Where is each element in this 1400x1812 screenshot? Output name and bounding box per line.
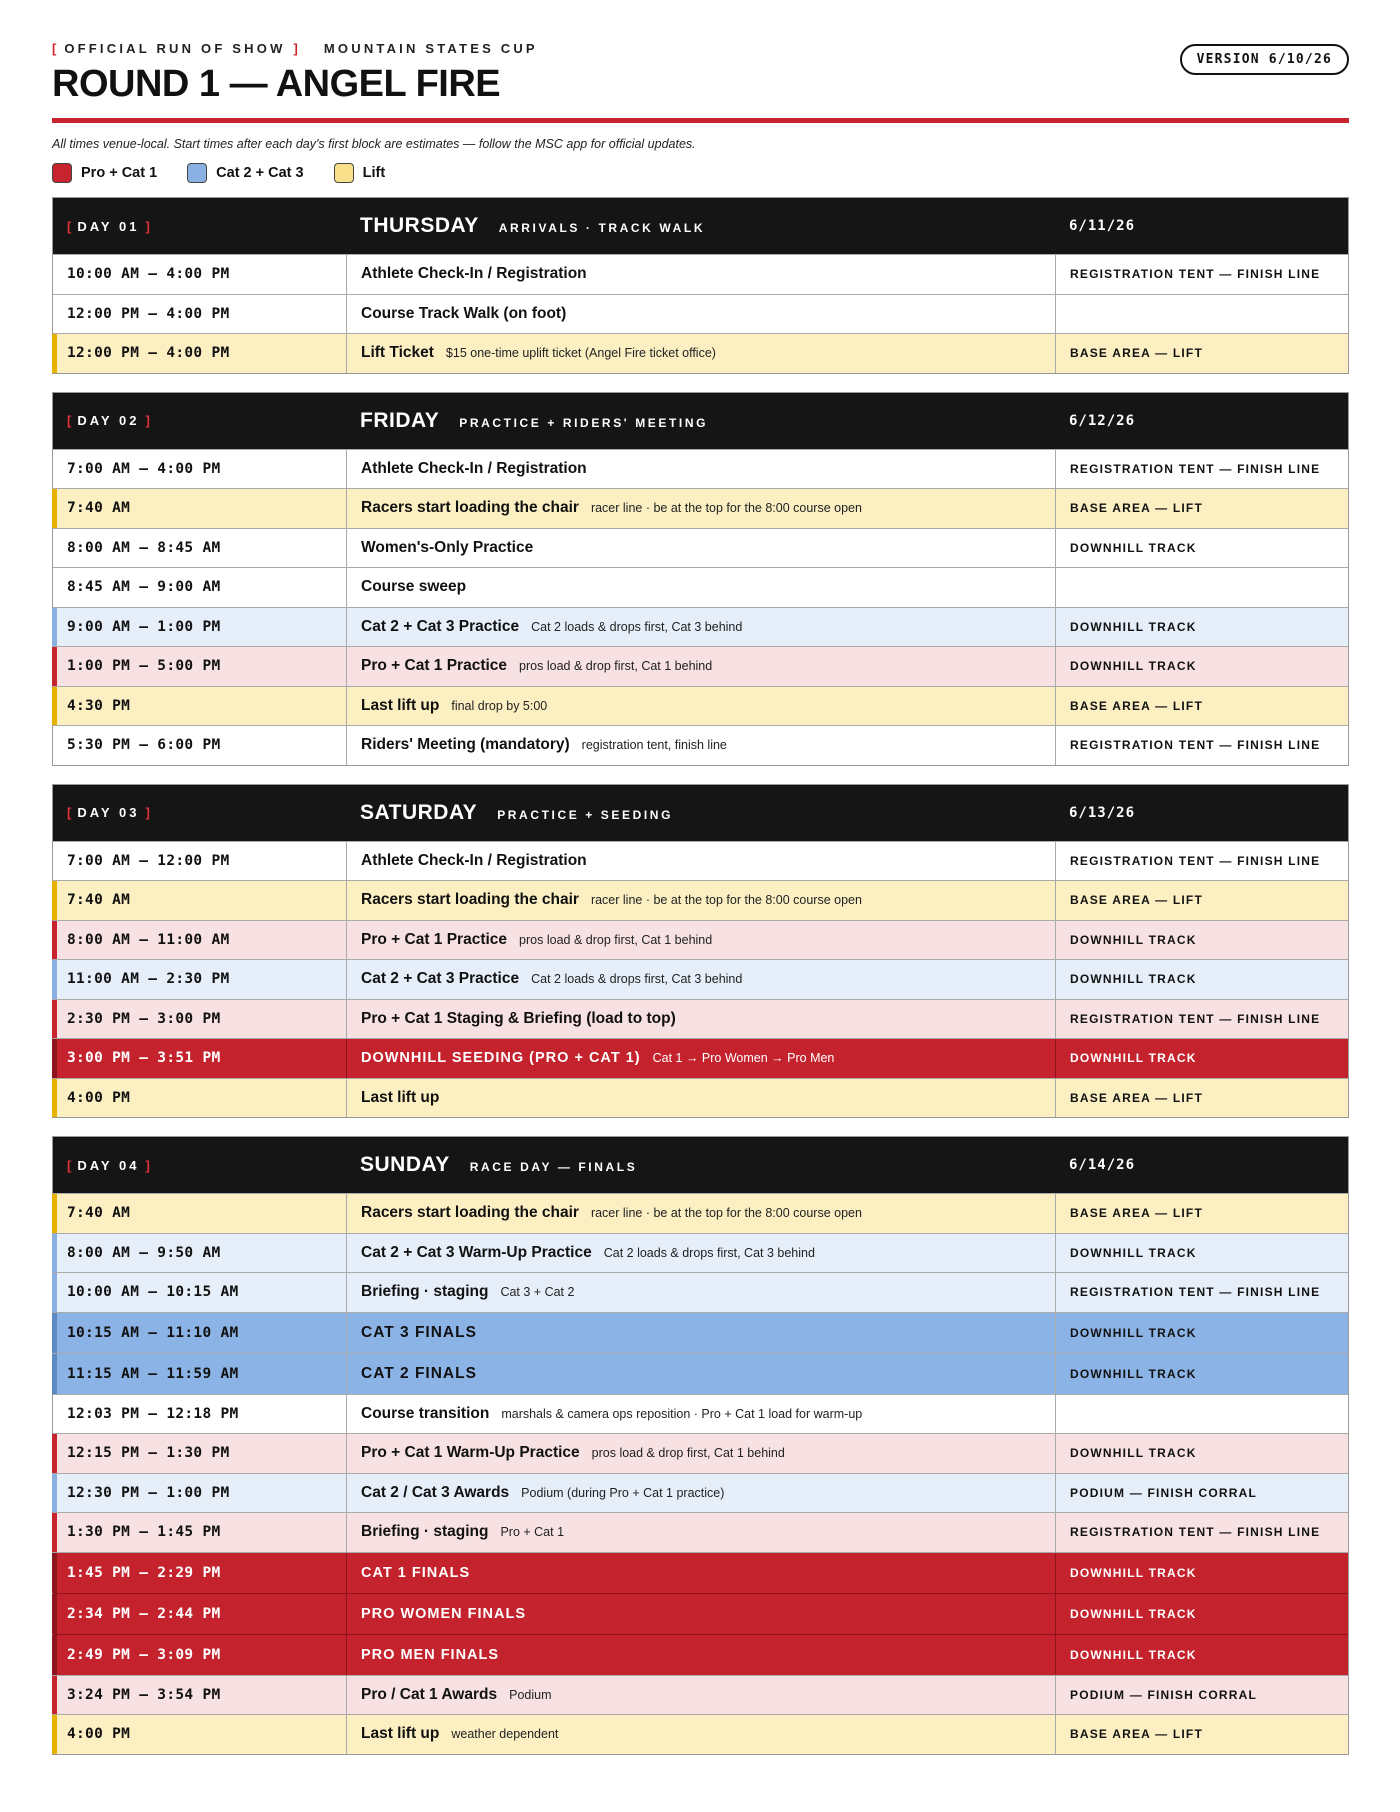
schedule-row bbox=[53, 1512, 1348, 1552]
event-detail: Cat 2 loads & drops first, Cat 3 behind bbox=[603, 1245, 815, 1260]
row-time: 4:00 PM bbox=[67, 1089, 131, 1106]
row-time: 12:30 PM – 1:00 PM bbox=[67, 1484, 230, 1501]
row-event bbox=[346, 450, 1055, 489]
row-location: DOWNHILL TRACK bbox=[1055, 608, 1348, 647]
row-location: DOWNHILL TRACK bbox=[1055, 1434, 1348, 1473]
version-badge: VERSION 6/10/26 bbox=[1180, 44, 1349, 75]
event-detail: pros load & drop first, Cat 1 behind bbox=[519, 932, 713, 947]
row-location: PODIUM — FINISH CORRAL bbox=[1055, 1474, 1348, 1513]
schedule-row bbox=[53, 880, 1348, 920]
event-name: DOWNHILL SEEDING (PRO + CAT 1) bbox=[361, 1050, 641, 1067]
row-time: 12:00 PM – 4:00 PM bbox=[67, 345, 230, 362]
event-name: CAT 3 FINALS bbox=[361, 1323, 477, 1341]
row-event bbox=[346, 529, 1055, 568]
day-number: DAY 04 bbox=[77, 1157, 140, 1173]
row-event bbox=[346, 1000, 1055, 1039]
bracket-icon: ] bbox=[145, 1157, 150, 1173]
bracket-icon: [ bbox=[67, 805, 72, 820]
schedule-row bbox=[53, 1078, 1348, 1118]
day-block bbox=[52, 784, 1349, 1119]
bracket-icon: [ bbox=[52, 40, 57, 56]
legend-item bbox=[334, 163, 386, 183]
event-name: Racers start loading the chair bbox=[361, 1204, 579, 1222]
run-of-show-page bbox=[52, 40, 1349, 1755]
event-detail: final drop by 5:00 bbox=[451, 698, 548, 713]
row-time: 3:00 PM – 3:51 PM bbox=[67, 1050, 221, 1067]
legend-item bbox=[52, 163, 157, 183]
row-location: REGISTRATION TENT — FINISH LINE bbox=[1055, 726, 1348, 765]
day-title bbox=[346, 801, 1055, 825]
row-location: BASE AREA — LIFT bbox=[1055, 1079, 1348, 1118]
schedule-row bbox=[53, 449, 1348, 489]
row-time: 12:15 PM – 1:30 PM bbox=[67, 1445, 230, 1462]
row-location: REGISTRATION TENT — FINISH LINE bbox=[1055, 1273, 1348, 1312]
row-time: 12:00 PM – 4:00 PM bbox=[67, 305, 230, 322]
schedule-row bbox=[53, 646, 1348, 686]
event-name: PRO MEN FINALS bbox=[361, 1646, 500, 1663]
schedule-row bbox=[53, 686, 1348, 726]
schedule-row bbox=[53, 999, 1348, 1039]
day-header bbox=[53, 785, 1348, 841]
header-rule bbox=[52, 118, 1349, 123]
row-time: 7:00 AM – 4:00 PM bbox=[67, 460, 221, 477]
row-event bbox=[346, 1513, 1055, 1552]
row-event bbox=[346, 1354, 1055, 1394]
page-title: ROUND 1 — ANGEL FIRE bbox=[52, 63, 501, 105]
schedule-row bbox=[53, 1593, 1348, 1634]
day-label bbox=[53, 1158, 346, 1173]
day-block bbox=[52, 1136, 1349, 1755]
event-name: CAT 1 FINALS bbox=[361, 1564, 471, 1581]
event-detail: pros load & drop first, Cat 1 behind bbox=[591, 1446, 785, 1461]
event-detail: Cat 2 loads & drops first, Cat 3 behind bbox=[531, 972, 743, 987]
schedule-row bbox=[53, 1193, 1348, 1233]
day-block bbox=[52, 392, 1349, 766]
event-name: Riders' Meeting (mandatory) bbox=[361, 736, 570, 754]
legend-label: Pro + Cat 1 bbox=[81, 165, 158, 181]
day-header bbox=[53, 393, 1348, 449]
row-location: DOWNHILL TRACK bbox=[1055, 921, 1348, 960]
day-date: 6/13/26 bbox=[1069, 804, 1136, 821]
row-event bbox=[346, 295, 1055, 334]
row-time: 2:30 PM – 3:00 PM bbox=[67, 1010, 221, 1027]
day-number: DAY 03 bbox=[77, 805, 140, 820]
row-location: DOWNHILL TRACK bbox=[1055, 1354, 1348, 1394]
row-event bbox=[346, 1273, 1055, 1312]
row-event bbox=[346, 1715, 1055, 1754]
event-detail: registration tent, finish line bbox=[581, 738, 727, 753]
row-location: REGISTRATION TENT — FINISH LINE bbox=[1055, 255, 1348, 294]
row-time: 4:00 PM bbox=[67, 1726, 131, 1743]
row-event bbox=[346, 1194, 1055, 1233]
schedule-row bbox=[53, 607, 1348, 647]
row-location bbox=[1055, 295, 1348, 334]
legend bbox=[52, 163, 1349, 183]
row-location: BASE AREA — LIFT bbox=[1055, 881, 1348, 920]
schedule-row bbox=[53, 488, 1348, 528]
event-name: Pro + Cat 1 Staging & Briefing (load to top) bbox=[361, 1009, 676, 1027]
row-location: DOWNHILL TRACK bbox=[1055, 1635, 1348, 1675]
day-header bbox=[53, 1137, 1348, 1193]
day-of-week: FRIDAY bbox=[360, 408, 440, 432]
event-name: Pro + Cat 1 Practice bbox=[361, 657, 508, 675]
row-time: 2:49 PM – 3:09 PM bbox=[67, 1646, 221, 1663]
event-detail: Cat 3 + Cat 2 bbox=[500, 1285, 575, 1300]
row-location: DOWNHILL TRACK bbox=[1055, 647, 1348, 686]
schedule-row bbox=[53, 1433, 1348, 1473]
row-event bbox=[346, 881, 1055, 920]
event-name: Pro / Cat 1 Awards bbox=[361, 1685, 498, 1703]
schedule-row bbox=[53, 920, 1348, 960]
row-time: 5:30 PM – 6:00 PM bbox=[67, 737, 221, 754]
day-of-week: THURSDAY bbox=[360, 214, 479, 237]
event-name: Racers start loading the chair bbox=[361, 891, 579, 909]
schedule-row bbox=[53, 1038, 1348, 1078]
row-time: 10:15 AM – 11:10 AM bbox=[67, 1324, 239, 1341]
schedule bbox=[52, 197, 1349, 1755]
schedule-row bbox=[53, 254, 1348, 294]
row-time: 7:40 AM bbox=[67, 892, 131, 909]
row-time: 4:30 PM bbox=[67, 697, 131, 714]
bracket-icon: [ bbox=[67, 218, 72, 234]
bracket-icon: ] bbox=[145, 218, 150, 234]
row-time: 9:00 AM – 1:00 PM bbox=[67, 618, 221, 635]
event-name: Course transition bbox=[361, 1404, 490, 1422]
event-detail: Cat 2 loads & drops first, Cat 3 behind bbox=[531, 619, 743, 634]
schedule-row bbox=[53, 294, 1348, 334]
row-time: 8:00 AM – 8:45 AM bbox=[67, 539, 221, 556]
row-location: DOWNHILL TRACK bbox=[1055, 1313, 1348, 1353]
row-event bbox=[346, 1079, 1055, 1118]
bracket-icon: [ bbox=[67, 413, 72, 428]
event-detail: weather dependent bbox=[451, 1727, 559, 1742]
event-name: Cat 2 / Cat 3 Awards bbox=[361, 1483, 510, 1501]
row-location: REGISTRATION TENT — FINISH LINE bbox=[1055, 450, 1348, 489]
event-name: CAT 2 FINALS bbox=[361, 1364, 477, 1382]
row-event bbox=[346, 568, 1055, 607]
timing-note: All times venue-local. Start times after each day's first block are estimates — follow the MSC app for official updates. bbox=[52, 137, 696, 151]
event-detail: Cat 1 → Pro Women → Pro Men bbox=[652, 1051, 835, 1066]
row-time: 1:30 PM – 1:45 PM bbox=[67, 1524, 221, 1541]
schedule-row bbox=[53, 1312, 1348, 1353]
row-location: DOWNHILL TRACK bbox=[1055, 1234, 1348, 1273]
schedule-row bbox=[53, 333, 1348, 373]
event-detail: $15 one-time uplift ticket (Angel Fire ticket office) bbox=[445, 346, 716, 361]
event-name: Cat 2 + Cat 3 Practice bbox=[361, 617, 520, 635]
row-event bbox=[346, 1313, 1055, 1353]
row-event bbox=[346, 1474, 1055, 1513]
row-location: BASE AREA — LIFT bbox=[1055, 489, 1348, 528]
event-detail: racer line · be at the top for the 8:00 course open bbox=[590, 501, 862, 516]
eyebrow-right: MOUNTAIN STATES CUP bbox=[323, 40, 538, 56]
row-location: REGISTRATION TENT — FINISH LINE bbox=[1055, 1000, 1348, 1039]
day-label bbox=[53, 805, 346, 820]
row-time: 7:00 AM – 12:00 PM bbox=[67, 852, 230, 869]
row-event bbox=[346, 1553, 1055, 1593]
day-block bbox=[52, 197, 1349, 374]
event-name: Cat 2 + Cat 3 Warm-Up Practice bbox=[361, 1243, 592, 1261]
schedule-row bbox=[53, 1272, 1348, 1312]
event-name: Last lift up bbox=[361, 696, 440, 714]
event-name: Athlete Check-In / Registration bbox=[361, 265, 587, 283]
row-time: 10:00 AM – 10:15 AM bbox=[67, 1284, 239, 1301]
eyebrow bbox=[52, 40, 1349, 56]
row-event bbox=[346, 647, 1055, 686]
event-detail: Podium (during Pro + Cat 1 practice) bbox=[521, 1485, 725, 1500]
row-location: BASE AREA — LIFT bbox=[1055, 1715, 1348, 1754]
legend-swatch bbox=[187, 163, 207, 183]
row-time: 8:00 AM – 11:00 AM bbox=[67, 931, 230, 948]
row-event bbox=[346, 489, 1055, 528]
schedule-row bbox=[53, 1634, 1348, 1675]
row-event bbox=[346, 1434, 1055, 1473]
schedule-row bbox=[53, 841, 1348, 881]
day-header bbox=[53, 198, 1348, 254]
bracket-icon: ] bbox=[145, 805, 150, 820]
row-location: REGISTRATION TENT — FINISH LINE bbox=[1055, 842, 1348, 881]
event-detail: Podium bbox=[509, 1687, 552, 1702]
event-detail: racer line · be at the top for the 8:00 course open bbox=[590, 1206, 862, 1221]
row-event bbox=[346, 842, 1055, 881]
event-detail: marshals & camera ops reposition · Pro + Cat 1 load for warm-up bbox=[501, 1406, 863, 1421]
row-location bbox=[1055, 568, 1348, 607]
row-location: DOWNHILL TRACK bbox=[1055, 960, 1348, 999]
row-event bbox=[346, 1395, 1055, 1434]
event-name: Last lift up bbox=[361, 1088, 440, 1106]
row-event bbox=[346, 255, 1055, 294]
bracket-icon: ] bbox=[293, 40, 298, 56]
event-name: Briefing · staging bbox=[361, 1523, 489, 1541]
event-name: Athlete Check-In / Registration bbox=[361, 851, 587, 869]
event-detail: racer line · be at the top for the 8:00 course open bbox=[590, 893, 862, 908]
legend-swatch bbox=[52, 163, 72, 183]
row-location bbox=[1055, 1395, 1348, 1434]
event-name: Lift Ticket bbox=[361, 344, 434, 362]
legend-swatch bbox=[334, 163, 354, 183]
legend-label: Cat 2 + Cat 3 bbox=[216, 165, 304, 181]
day-subtitle: PRACTICE + RIDERS' MEETING bbox=[459, 415, 709, 430]
schedule-row bbox=[53, 1552, 1348, 1593]
row-location: DOWNHILL TRACK bbox=[1055, 529, 1348, 568]
row-event bbox=[346, 1594, 1055, 1634]
day-subtitle: RACE DAY — FINALS bbox=[469, 1160, 638, 1174]
row-event bbox=[346, 960, 1055, 999]
row-time: 8:00 AM – 9:50 AM bbox=[67, 1244, 221, 1261]
event-detail: pros load & drop first, Cat 1 behind bbox=[519, 659, 713, 674]
event-name: Women's-Only Practice bbox=[361, 538, 534, 556]
row-event bbox=[346, 921, 1055, 960]
event-detail: Pro + Cat 1 bbox=[500, 1525, 565, 1540]
row-location: DOWNHILL TRACK bbox=[1055, 1039, 1348, 1078]
event-name: Last lift up bbox=[361, 1725, 440, 1743]
row-time: 11:15 AM – 11:59 AM bbox=[67, 1365, 239, 1382]
event-name: Course Track Walk (on foot) bbox=[361, 304, 567, 322]
row-time: 11:00 AM – 2:30 PM bbox=[67, 971, 230, 988]
row-location: BASE AREA — LIFT bbox=[1055, 334, 1348, 373]
row-time: 1:00 PM – 5:00 PM bbox=[67, 658, 221, 675]
row-event bbox=[346, 726, 1055, 765]
day-of-week: SUNDAY bbox=[360, 1153, 450, 1176]
day-title bbox=[346, 1153, 1055, 1177]
row-time: 8:45 AM – 9:00 AM bbox=[67, 579, 221, 596]
row-time: 10:00 AM – 4:00 PM bbox=[67, 266, 230, 283]
event-name: PRO WOMEN FINALS bbox=[361, 1605, 527, 1622]
eyebrow-left: OFFICIAL RUN OF SHOW bbox=[64, 40, 286, 56]
row-time: 3:24 PM – 3:54 PM bbox=[67, 1686, 221, 1703]
row-location: BASE AREA — LIFT bbox=[1055, 687, 1348, 726]
event-name: Athlete Check-In / Registration bbox=[361, 459, 587, 477]
schedule-row bbox=[53, 1353, 1348, 1394]
legend-label: Lift bbox=[362, 165, 386, 181]
day-number: DAY 02 bbox=[77, 413, 140, 428]
event-name: Pro + Cat 1 Warm-Up Practice bbox=[361, 1444, 580, 1462]
row-time: 1:45 PM – 2:29 PM bbox=[67, 1564, 221, 1581]
row-time: 12:03 PM – 12:18 PM bbox=[67, 1405, 239, 1422]
day-date: 6/14/26 bbox=[1069, 1157, 1136, 1173]
schedule-row bbox=[53, 1233, 1348, 1273]
row-location: PODIUM — FINISH CORRAL bbox=[1055, 1676, 1348, 1715]
day-label bbox=[53, 413, 346, 428]
day-title bbox=[346, 214, 1055, 238]
day-of-week: SATURDAY bbox=[360, 800, 478, 824]
event-name: Pro + Cat 1 Practice bbox=[361, 930, 508, 948]
event-name: Racers start loading the chair bbox=[361, 499, 579, 517]
schedule-row bbox=[53, 1394, 1348, 1434]
schedule-row bbox=[53, 959, 1348, 999]
legend-item bbox=[187, 163, 303, 183]
row-event bbox=[346, 334, 1055, 373]
event-name: Cat 2 + Cat 3 Practice bbox=[361, 970, 520, 988]
row-time: 7:40 AM bbox=[67, 1205, 131, 1222]
bracket-icon: [ bbox=[67, 1157, 72, 1173]
day-subtitle: PRACTICE + SEEDING bbox=[497, 807, 674, 822]
day-subtitle: ARRIVALS · TRACK WALK bbox=[498, 221, 706, 235]
row-time: 7:40 AM bbox=[67, 500, 131, 517]
day-number: DAY 01 bbox=[77, 218, 140, 234]
row-event bbox=[346, 608, 1055, 647]
day-date: 6/11/26 bbox=[1069, 218, 1136, 234]
row-location: DOWNHILL TRACK bbox=[1055, 1594, 1348, 1634]
schedule-row bbox=[53, 1714, 1348, 1754]
schedule-row bbox=[53, 1473, 1348, 1513]
schedule-row bbox=[53, 567, 1348, 607]
row-location: DOWNHILL TRACK bbox=[1055, 1553, 1348, 1593]
row-event bbox=[346, 1635, 1055, 1675]
schedule-row bbox=[53, 528, 1348, 568]
schedule-row bbox=[53, 1675, 1348, 1715]
row-event bbox=[346, 687, 1055, 726]
event-name: Briefing · staging bbox=[361, 1283, 489, 1301]
schedule-row bbox=[53, 725, 1348, 765]
day-date: 6/12/26 bbox=[1069, 412, 1136, 429]
event-name: Course sweep bbox=[361, 578, 467, 596]
day-label bbox=[53, 219, 346, 234]
bracket-icon: ] bbox=[145, 413, 150, 428]
row-event bbox=[346, 1676, 1055, 1715]
row-location: REGISTRATION TENT — FINISH LINE bbox=[1055, 1513, 1348, 1552]
row-location: BASE AREA — LIFT bbox=[1055, 1194, 1348, 1233]
day-title bbox=[346, 409, 1055, 433]
row-event bbox=[346, 1039, 1055, 1078]
row-time: 2:34 PM – 2:44 PM bbox=[67, 1605, 221, 1622]
row-event bbox=[346, 1234, 1055, 1273]
